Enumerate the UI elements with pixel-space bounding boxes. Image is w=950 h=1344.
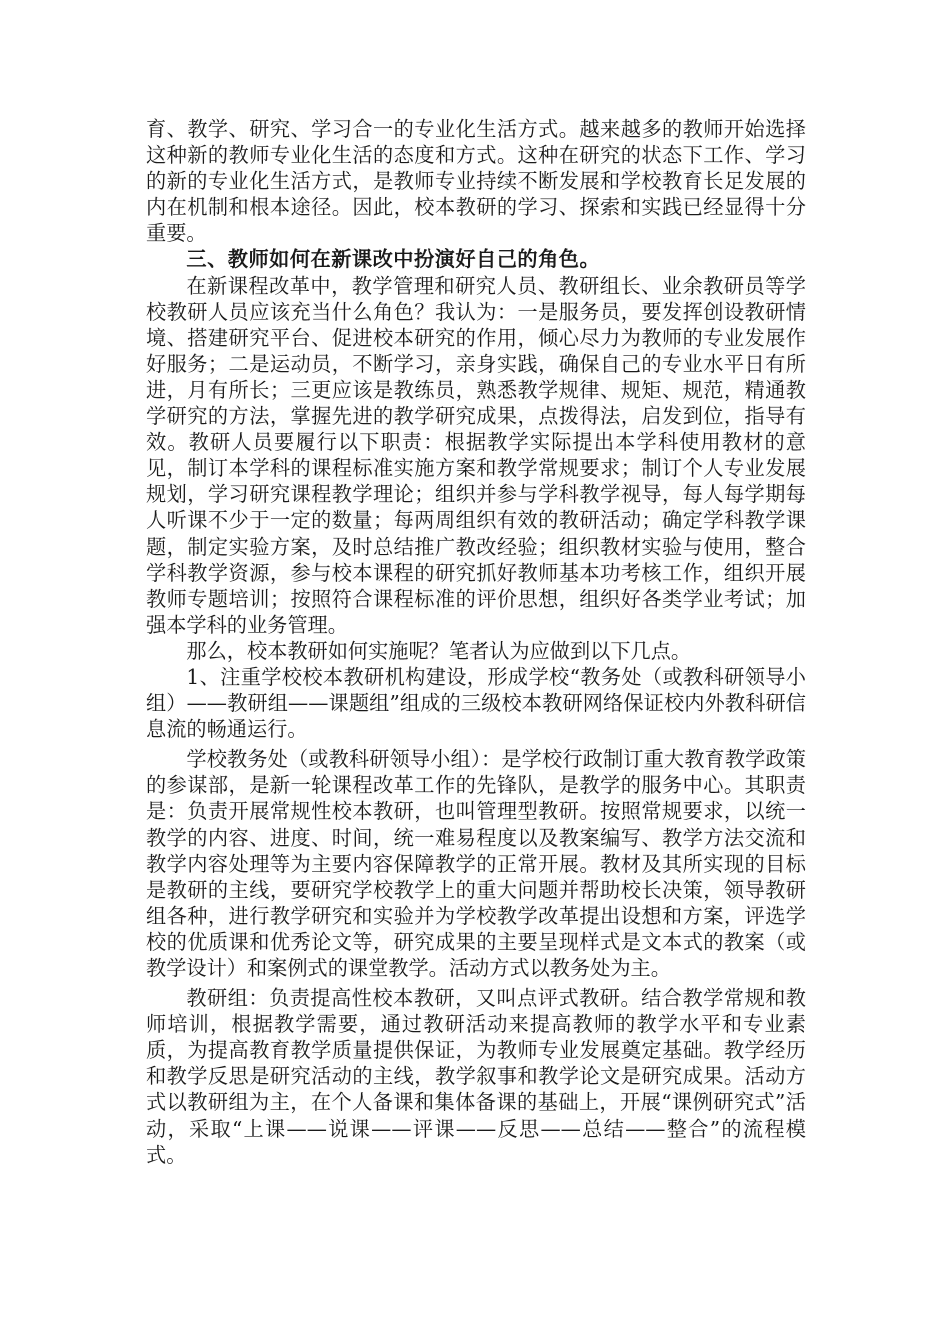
paragraph-academic-affairs-office: 学校教务处（或教科研领导小组）：是学校行政制订重大教育教学政策的参谋部，是新一轮课程改革工作的先锋队，是教学的服务中心。其职责是：负责开展常规性校本教研，也叫管理型教研。按照常规要求，以统一教学的内容、进度、时间，统一难易程度以及教案编写、教学方法交流和教学内容处理等为主要内容保障教学的正常开展。教材及其所实现的目标是教研的主线，要研究学校教学上的重大问题并帮助校长决策，领导教研组各种，进行教学研究和实验并为学校教学改革提出设想和方案，评选学校的优质课和优秀论文等，研究成果的主要呈现样式是文本式的教案（或教学设计）和案例式的课堂教学。活动方式以教务处为主。 — [146, 747, 806, 980]
paragraph-intro-continuation: 育、教学、研究、学习合一的专业化生活方式。越来越多的教师开始选择这种新的教师专业化生活的态度和方式。这种在研究的状态下工作、学习的新的专业化生活方式，是教师专业持续不断发展和学校教育长足发展的内在机制和根本途径。因此，校本教研的学习、探索和实践已经显得十分重要。 — [146, 117, 806, 246]
document-page — [146, 116, 806, 1168]
paragraph-point-1: 1、注重学校校本教研机构建设，形成学校“教务处（或教科研领导小组）——教研组——课题组”组成的三级校本教研网络保证校内外教科研信息流的畅通运行。 — [146, 664, 806, 742]
paragraph-teaching-research-group: 教研组：负责提高性校本教研，又叫点评式教研。结合教学常规和教师培训，根据教学需要，通过教研活动来提高教师的教学水平和专业素质，为提高教育教学质量提供保证，为教师专业发展奠定基础。教学经历和教学反思是研究活动的主线，教学叙事和教学论文是研究成果。活动方式以教研组为主，在个人备课和集体备课的基础上，开展“课例研究式”活动，采取“上课——说课——评课——反思——总结——整合”的流程模式。 — [146, 986, 806, 1167]
paragraph-implementation-question: 那么，校本教研如何实施呢？笔者认为应做到以下几点。 — [186, 638, 692, 663]
section-heading-teacher-role: 三、教师如何在新课改中扮演好自己的角色。 — [186, 247, 601, 272]
paragraph-roles-and-duties: 在新课程改革中，教学管理和研究人员、教研组长、业余教研员等学校教研人员应该充当什么角色？我认为：一是服务员，要发挥创设教研情境、搭建研究平台、促进校本研究的作用，倾心尽力为教师的专业发展作好服务；二是运动员，不断学习，亲身实践，确保自己的专业水平日有所进，月有所长；三更应该是教练员，熟悉教学规律、规矩、规范，精通教学研究的方法，掌握先进的教学研究成果，点拨得法，启发到位，指导有效。教研人员要履行以下职责：根据教学实际提出本学科使用教材的意见，制订本学科的课程标准实施方案和教学常规要求；制订个人专业发展规划，学习研究课程教学理论；组织并参与学科教学视导，每人每学期每人听课不少于一定的数量；每两周组织有效的教研活动；确定学科教学课题，制定实验方案，及时总结推广教改经验；组织教材实验与使用，整合学科教学资源，参与校本课程的研究抓好教师基本功考核工作，组织开展教师专题培训；按照符合课程标准的评价思想，组织好各类学业考试；加强本学科的业务管理。 — [146, 273, 806, 637]
